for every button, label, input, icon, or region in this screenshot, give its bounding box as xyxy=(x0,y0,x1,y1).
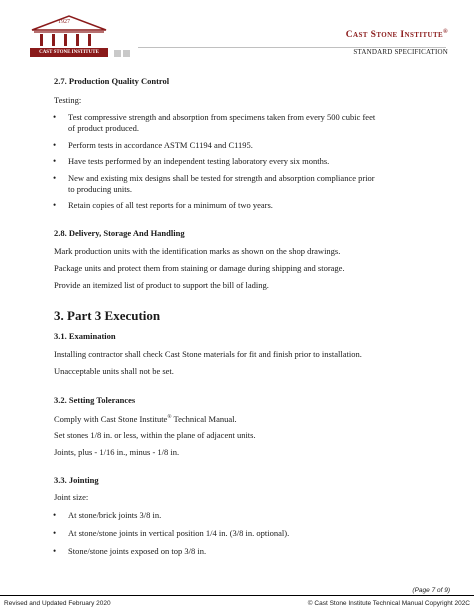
bullet-item: • Test compressive strength and absorption from specimens taken from every 500 cubic feet xyxy=(53,112,376,122)
copyright-note: © Cast Stone Institute Technical Manual Copyright 202C xyxy=(307,600,470,607)
part-3-heading: 3. Part 3 Execution xyxy=(54,308,161,323)
institute-name: Cast Stone Institute® xyxy=(345,29,448,41)
paragraph: Joints, plus - 1/16 in., minus - 1/8 in. xyxy=(54,447,180,457)
revision-note: Revised and Updated February 2020 xyxy=(4,600,111,607)
footer-rule xyxy=(0,595,474,596)
heading-3-3: 3.3. Jointing xyxy=(54,475,99,485)
logo-brand-text: CAST STONE INSTITUTE xyxy=(30,48,108,57)
bullet-item-continuation: of product produced. xyxy=(68,123,140,133)
testing-label: Testing: xyxy=(54,95,82,105)
bullet-item: • Have tests performed by an independent testing laboratory every six months. xyxy=(53,156,330,166)
bullet-item: • Perform tests in accordance ASTM C1194 and C1195. xyxy=(53,140,253,150)
paragraph: Mark production units with the identification marks as shown on the shop drawings. xyxy=(54,246,341,256)
joint-size-label: Joint size: xyxy=(54,492,89,502)
bullet-item: • Retain copies of all test reports for a minimum of two years. xyxy=(53,200,273,210)
bullet-item: • New and existing mix designs shall be tested for strength and absorption compliance prior xyxy=(53,173,375,183)
decorative-squares xyxy=(114,44,132,62)
bullet-item: • At stone/stone joints in vertical position 1/4 in. (3/8 in. optional). xyxy=(53,528,290,538)
logo-year: 1927 xyxy=(58,19,70,25)
paragraph: Provide an itemized list of product to support the bill of lading. xyxy=(54,280,269,290)
page-number: (Page 7 of 9) xyxy=(412,587,450,594)
heading-2-8: 2.8. Delivery, Storage And Handling xyxy=(54,228,185,238)
bullet-item: • Stone/stone joints exposed on top 3/8 in. xyxy=(53,546,207,556)
paragraph: Unacceptable units shall not be set. xyxy=(54,366,174,376)
paragraph: Comply with Cast Stone Institute® Technical Manual. xyxy=(54,413,237,424)
cast-stone-institute-logo xyxy=(28,14,110,58)
paragraph: Package units and protect them from staining or damage during shipping and storage. xyxy=(54,263,345,273)
bullet-item: • At stone/brick joints 3/8 in. xyxy=(53,510,162,520)
paragraph: Set stones 1/8 in. or less, within the plane of adjacent units. xyxy=(54,430,256,440)
heading-3-2: 3.2. Setting Tolerances xyxy=(54,395,136,405)
paragraph: Installing contractor shall check Cast Stone materials for fit and finish prior to installation. xyxy=(54,349,362,359)
document-subtitle: STANDARD SPECIFICATION xyxy=(353,48,448,56)
heading-2-7: 2.7. Production Quality Control xyxy=(54,76,170,86)
heading-3-1: 3.1. Examination xyxy=(54,331,116,341)
bullet-item-continuation: to producing units. xyxy=(68,184,132,194)
